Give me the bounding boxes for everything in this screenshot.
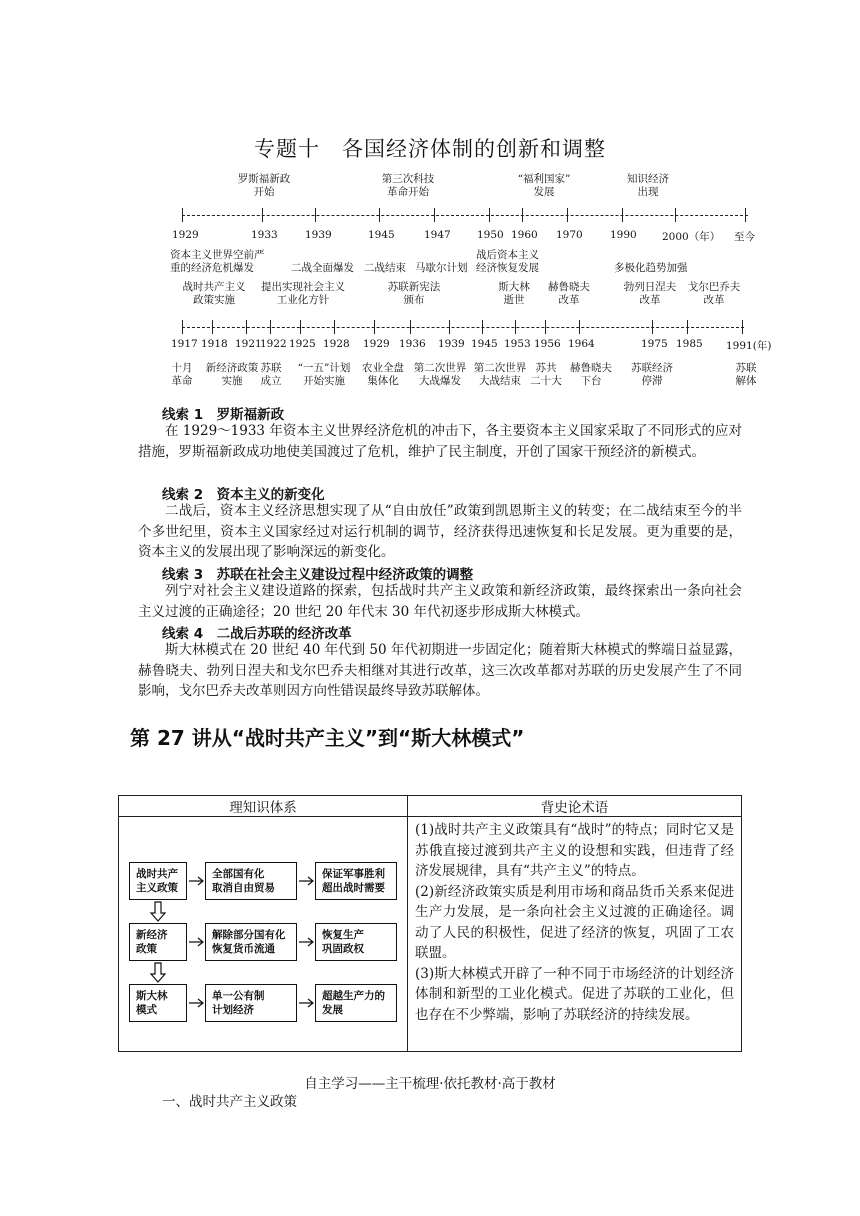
timeline-year: 1960 xyxy=(511,229,538,241)
timeline-year: 1956 xyxy=(534,338,561,350)
diagram-box: 保证军事胜利 超出战时需要 xyxy=(315,862,397,900)
timeline-year: 1950 xyxy=(477,229,504,241)
timeline-year: 1990 xyxy=(610,229,637,241)
timeline-event: 多极化趋势加强 xyxy=(614,262,688,274)
clue-heading: 线索 4 二战后苏联的经济改革 xyxy=(162,626,352,642)
diagram-box: 单一公有制 计划经济 xyxy=(205,984,297,1022)
timeline-event: “福利国家” 发展 xyxy=(517,173,571,198)
timeline-year: 1939 xyxy=(305,229,332,241)
timeline-event: 二战结束 xyxy=(364,262,406,274)
subsection-heading: 一、战时共产主义政策 xyxy=(162,1094,297,1110)
clue-paragraph: 二战后，资本主义经济思想实现了从“自由放任”政策到凯恩斯主义的转变；在二战结束至今的半个多世纪里，资本主义国家经过对运行机制的调节，经济获得迅速恢复和长足发展。更为重要的是，资本主义的发展出现了影响深远的新变化。 xyxy=(138,503,742,560)
timeline-tick xyxy=(567,208,568,222)
timeline-event: 十月 革命 xyxy=(171,362,193,387)
arrow-down-icon xyxy=(151,902,165,921)
arrow-right xyxy=(299,999,313,1007)
diagram-box: 斯大林 模式 xyxy=(129,984,187,1022)
timeline-event: 提出实现社会主义 工业化方针 xyxy=(261,281,345,306)
timeline-year: 1985 xyxy=(676,338,703,350)
diagram-box: 超越生产力的 发展 xyxy=(315,984,397,1022)
table-header-right: 背史论术语 xyxy=(408,796,742,817)
arrow-right xyxy=(299,877,313,885)
timeline-event: 罗斯福新政 开始 xyxy=(237,173,291,198)
timeline-event: 新经济政策 实施 xyxy=(205,362,259,387)
table-header-left: 理知识体系 xyxy=(119,796,408,817)
timeline-tick xyxy=(482,320,483,334)
timeline-year: 1929 xyxy=(172,229,199,241)
timeline-tick xyxy=(745,208,746,222)
timeline-event: 戈尔巴乔夫 改革 xyxy=(687,281,741,306)
timeline-tick xyxy=(449,320,450,334)
timeline-tick xyxy=(182,208,183,222)
timeline-tick xyxy=(434,208,435,222)
timeline-year: 1918 xyxy=(201,338,228,350)
term-item: (3)斯大林模式开辟了一种不同于市场经济的计划经济体制和新型的工业化模式。促进了苏联的工业化，但也存在不少弊端，影响了苏联经济的持续发展。 xyxy=(415,965,734,1023)
timeline-year: 1964 xyxy=(568,338,595,350)
timeline-event: 战时共产主义 政策实施 xyxy=(182,281,246,306)
timeline-tick xyxy=(545,320,546,334)
timeline-event: 战后资本主义 经济恢复发展 xyxy=(476,249,539,274)
timeline-axis xyxy=(182,215,748,216)
timeline-year: 1936 xyxy=(399,338,426,350)
timeline-year: 1991(年) xyxy=(726,340,772,352)
clue-paragraph: 在 1929～1933 年资本主义世界经济危机的冲击下，各主要资本主义国家采取了不同形式的应对措施，罗斯福新政成功地使美国渡过了危机，维护了民主制度，开创了国家干预经济的新模式。 xyxy=(138,423,742,460)
timeline-year: 1947 xyxy=(424,229,451,241)
clue-paragraph: 斯大林模式在 20 世纪 40 年代到 50 年代初期进一步固定化；随着斯大林模式的弊端日益显露，赫鲁晓夫、勃列日涅夫和戈尔巴乔夫相继对其进行改革，这三次改革都对苏联的历史发展产生了不同影响，戈尔巴乔夫改革则因方向性错误最终导致苏联解体。 xyxy=(138,642,742,699)
timeline-event: 马歇尔计划 xyxy=(415,262,468,274)
timeline-tick xyxy=(675,208,676,222)
timeline-event: 赫鲁晓夫 下台 xyxy=(570,362,612,387)
timeline-tick xyxy=(622,208,623,222)
timeline-year: 1945 xyxy=(471,338,498,350)
knowledge-diagram-cell xyxy=(119,817,408,1052)
timeline-event: 苏联经济 停滞 xyxy=(631,362,673,387)
arrow-right xyxy=(189,999,203,1007)
knowledge-diagram xyxy=(119,817,407,1051)
term-item: (1)战时共产主义政策具有“战时”的特点；同时它又是苏俄直接过渡到共产主义的设想和实践，但违背了经济发展规律，具有“共产主义”的特点。 xyxy=(415,822,734,879)
timeline-tick xyxy=(182,320,183,334)
timeline-event: 第二次世界 大战爆发 xyxy=(413,362,467,387)
diagram-box: 解除部分国有化 恢复货币流通 xyxy=(205,923,297,961)
timeline-year: 1933 xyxy=(251,229,278,241)
timeline-event: 苏联 解体 xyxy=(735,362,757,387)
timeline-tick xyxy=(262,208,263,222)
diagram-box: 新经济 政策 xyxy=(129,923,187,961)
timeline-tick xyxy=(334,320,335,334)
timeline-tick xyxy=(515,320,516,334)
timeline-event: 勃列日涅夫 改革 xyxy=(623,281,677,306)
term-item: (2)新经济政策实质是利用市场和商品货币关系来促进生产力发展，是一条向社会主义过渡的正确途径。调动了人民的积极性，促进了经济的恢复，巩固了工农联盟。 xyxy=(415,883,734,961)
clue-heading: 线索 2 资本主义的新变化 xyxy=(162,487,325,503)
timeline-tick xyxy=(410,320,411,334)
timeline-event: 赫鲁晓夫 改革 xyxy=(548,281,590,306)
timeline-tick xyxy=(379,208,380,222)
arrow-right xyxy=(189,938,203,946)
timeline-year: 2000（年） xyxy=(662,231,721,243)
clue-heading: 线索 1 罗斯福新政 xyxy=(162,407,285,423)
timeline-year: 1945 xyxy=(368,229,395,241)
clue-heading: 线索 3 苏联在社会主义建设过程中经济政策的调整 xyxy=(162,567,474,583)
timeline-year: 1975 xyxy=(641,338,668,350)
timeline-tick xyxy=(489,208,490,222)
timeline-event: 第三次科技 革命开始 xyxy=(381,173,435,198)
timeline-event: 二战全面爆发 xyxy=(291,262,354,274)
timeline-event: 苏联新宪法 颁布 xyxy=(387,281,441,306)
diagram-box: 全部国有化 取消自由贸易 xyxy=(205,862,297,900)
timeline-event: 知识经济 出现 xyxy=(627,173,669,198)
section-heading: 自主学习——主干梳理·依托教材·高于教材 xyxy=(304,1076,556,1092)
arrow-down-icon xyxy=(151,963,165,982)
arrow-right xyxy=(299,938,313,946)
timeline-year: 1953 xyxy=(504,338,531,350)
timeline-year: 1939 xyxy=(438,338,465,350)
diagram-box: 战时共产 主义政策 xyxy=(129,862,187,900)
timeline-axis xyxy=(182,327,744,328)
page-title: 专题十 各国经济体制的创新和调整 xyxy=(254,137,606,161)
timeline-tick xyxy=(246,320,247,334)
timeline-event: 苏联 成立 xyxy=(260,362,282,387)
timeline-tick xyxy=(579,320,580,334)
timeline-tick xyxy=(687,320,688,334)
diagram-box: 恢复生产 巩固政权 xyxy=(315,923,397,961)
lecture-title: 第 27 讲从“战时共产主义”到“斯大林模式” xyxy=(130,726,525,750)
terms-cell xyxy=(408,817,742,1052)
diagram-arrows xyxy=(119,817,407,1051)
timeline-tick xyxy=(742,320,743,334)
timeline-year: 至今 xyxy=(734,231,755,243)
timeline-event: 第二次世界 大战结束 xyxy=(473,362,527,387)
timeline-tick xyxy=(270,320,271,334)
clue-paragraph: 列宁对社会主义建设道路的探索，包括战时共产主义政策和新经济政策，最终探索出一条向社会主义过渡的正确途径；20 世纪 20 年代末 30 年代初逐步形成斯大林模式。 xyxy=(138,583,742,620)
timeline-year: 1922 xyxy=(260,338,287,350)
timeline-year: 1917 xyxy=(171,338,198,350)
timeline-year: 1929 xyxy=(363,338,390,350)
timeline-tick xyxy=(374,320,375,334)
knowledge-table xyxy=(118,795,742,1052)
timeline-tick xyxy=(212,320,213,334)
timeline-year: 1928 xyxy=(323,338,350,350)
timeline-tick xyxy=(300,320,301,334)
timeline-event: “一五”计划 开始实施 xyxy=(297,362,351,387)
timeline-event: 斯大林 逝世 xyxy=(498,281,530,306)
arrow-right xyxy=(189,877,203,885)
timeline-event: 农业全盘 集体化 xyxy=(362,362,404,387)
timeline-event: 苏共 二十大 xyxy=(530,362,562,387)
timeline-year: 1925 xyxy=(289,338,316,350)
timeline-tick xyxy=(522,208,523,222)
timeline-event: 资本主义世界空前严 重的经济危机爆发 xyxy=(170,249,265,274)
timeline-tick xyxy=(315,208,316,222)
timeline-year: 1970 xyxy=(556,229,583,241)
timeline-year: 1921 xyxy=(235,338,262,350)
timeline-tick xyxy=(652,320,653,334)
